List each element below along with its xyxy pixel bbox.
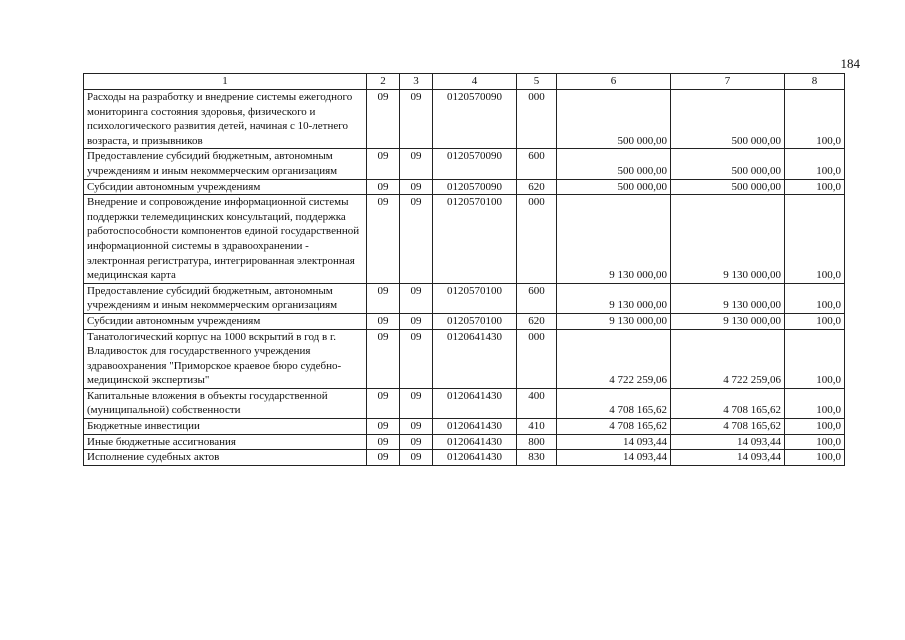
cell-col5: 000 [517, 329, 557, 388]
cell-col3: 09 [400, 450, 433, 466]
cell-col4: 0120641430 [433, 419, 517, 435]
cell-name: Субсидии автономным учреждениям [84, 179, 367, 195]
cell-col2: 09 [367, 434, 400, 450]
cell-col5: 000 [517, 90, 557, 149]
cell-col5: 830 [517, 450, 557, 466]
cell-col7: 500 000,00 [671, 179, 785, 195]
cell-col7: 14 093,44 [671, 434, 785, 450]
cell-col5: 000 [517, 195, 557, 284]
cell-name: Субсидии автономным учреждениям [84, 313, 367, 329]
cell-col3: 09 [400, 434, 433, 450]
table-row [84, 419, 845, 435]
cell-col4: 0120641430 [433, 434, 517, 450]
cell-col2: 09 [367, 283, 400, 313]
cell-col6: 500 000,00 [557, 90, 671, 149]
cell-col4: 0120570090 [433, 90, 517, 149]
table-row [84, 149, 845, 179]
cell-name: Предоставление субсидий бюджетным, автономным учреждениям и иным некоммерческим организациям [84, 283, 367, 313]
cell-col2: 09 [367, 195, 400, 284]
cell-col6: 500 000,00 [557, 179, 671, 195]
cell-col7: 9 130 000,00 [671, 313, 785, 329]
cell-col7: 4 708 165,62 [671, 388, 785, 418]
cell-col7: 4 708 165,62 [671, 419, 785, 435]
cell-col6: 4 708 165,62 [557, 388, 671, 418]
cell-col8: 100,0 [785, 149, 845, 179]
cell-col6: 4 722 259,06 [557, 329, 671, 388]
column-header-4: 4 [433, 74, 517, 90]
table-row [84, 179, 845, 195]
cell-col4: 0120641430 [433, 388, 517, 418]
table-row [84, 313, 845, 329]
cell-col4: 0120570100 [433, 313, 517, 329]
table-row [84, 388, 845, 418]
cell-col7: 500 000,00 [671, 90, 785, 149]
cell-name: Предоставление субсидий бюджетным, автономным учреждениям и иным некоммерческим организациям [84, 149, 367, 179]
cell-col5: 600 [517, 283, 557, 313]
cell-col4: 0120570100 [433, 283, 517, 313]
page-number: 184 [840, 56, 860, 71]
cell-col4: 0120641430 [433, 450, 517, 466]
cell-col8: 100,0 [785, 419, 845, 435]
cell-col3: 09 [400, 179, 433, 195]
cell-col8: 100,0 [785, 388, 845, 418]
cell-name: Исполнение судебных актов [84, 450, 367, 466]
cell-col7: 500 000,00 [671, 149, 785, 179]
cell-col3: 09 [400, 195, 433, 284]
cell-col3: 09 [400, 313, 433, 329]
cell-col5: 600 [517, 149, 557, 179]
cell-col2: 09 [367, 149, 400, 179]
cell-col8: 100,0 [785, 283, 845, 313]
cell-col5: 620 [517, 313, 557, 329]
cell-col2: 09 [367, 179, 400, 195]
cell-col7: 9 130 000,00 [671, 195, 785, 284]
cell-col7: 9 130 000,00 [671, 283, 785, 313]
cell-col8: 100,0 [785, 195, 845, 284]
column-header-3: 3 [400, 74, 433, 90]
column-header-5: 5 [517, 74, 557, 90]
cell-col3: 09 [400, 388, 433, 418]
cell-col2: 09 [367, 388, 400, 418]
column-header-2: 2 [367, 74, 400, 90]
table-row [84, 90, 845, 149]
cell-name: Капитальные вложения в объекты государственной (муниципальной) собственности [84, 388, 367, 418]
cell-col6: 500 000,00 [557, 149, 671, 179]
cell-col6: 9 130 000,00 [557, 283, 671, 313]
cell-col7: 4 722 259,06 [671, 329, 785, 388]
cell-col3: 09 [400, 283, 433, 313]
cell-col2: 09 [367, 329, 400, 388]
cell-col6: 9 130 000,00 [557, 195, 671, 284]
cell-col7: 14 093,44 [671, 450, 785, 466]
table-row [84, 195, 845, 284]
cell-col6: 14 093,44 [557, 434, 671, 450]
budget-table [83, 73, 845, 466]
table-row [84, 450, 845, 466]
table-row [84, 434, 845, 450]
table-row [84, 283, 845, 313]
cell-col4: 0120641430 [433, 329, 517, 388]
cell-col8: 100,0 [785, 450, 845, 466]
cell-col4: 0120570090 [433, 149, 517, 179]
cell-col5: 620 [517, 179, 557, 195]
cell-col3: 09 [400, 90, 433, 149]
cell-name: Расходы на разработку и внедрение системы ежегодного мониторинга состояния здоровья, физического и психологического развития детей, начиная с 10-летнего возраста, и призывников [84, 90, 367, 149]
cell-col6: 9 130 000,00 [557, 313, 671, 329]
cell-col6: 14 093,44 [557, 450, 671, 466]
column-header-1: 1 [84, 74, 367, 90]
cell-name: Внедрение и сопровождение информационной системы поддержки телемедицинских консультаций, поддержка работоспособности компонентов единой государственной информационной системы в здравоохранении - электронная регистратура, интегрированная электронная медицинская карта [84, 195, 367, 284]
column-header-7: 7 [671, 74, 785, 90]
cell-col4: 0120570090 [433, 179, 517, 195]
cell-name: Иные бюджетные ассигнования [84, 434, 367, 450]
cell-col2: 09 [367, 90, 400, 149]
cell-col2: 09 [367, 313, 400, 329]
cell-col3: 09 [400, 419, 433, 435]
column-header-6: 6 [557, 74, 671, 90]
cell-col4: 0120570100 [433, 195, 517, 284]
cell-col8: 100,0 [785, 313, 845, 329]
table-row [84, 329, 845, 388]
cell-col8: 100,0 [785, 329, 845, 388]
cell-name: Бюджетные инвестиции [84, 419, 367, 435]
cell-col8: 100,0 [785, 434, 845, 450]
cell-col5: 800 [517, 434, 557, 450]
column-header-8: 8 [785, 74, 845, 90]
table-header-row [84, 74, 845, 90]
cell-col8: 100,0 [785, 90, 845, 149]
cell-col5: 400 [517, 388, 557, 418]
cell-col2: 09 [367, 450, 400, 466]
cell-col6: 4 708 165,62 [557, 419, 671, 435]
cell-col8: 100,0 [785, 179, 845, 195]
cell-col3: 09 [400, 329, 433, 388]
cell-col5: 410 [517, 419, 557, 435]
cell-col3: 09 [400, 149, 433, 179]
cell-name: Танатологический корпус на 1000 вскрытий в год в г. Владивосток для государственного учреждения здравоохранения "Приморское краевое бюро судебно-медицинской экспертизы" [84, 329, 367, 388]
cell-col2: 09 [367, 419, 400, 435]
